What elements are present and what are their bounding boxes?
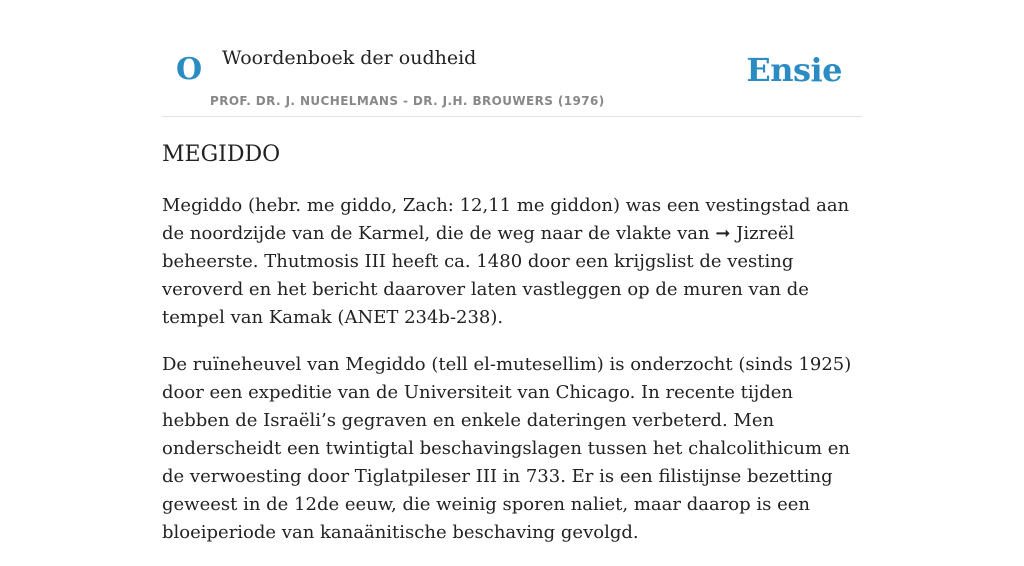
letter-index[interactable]: O: [176, 52, 203, 87]
ensie-logo-link[interactable]: Ensie: [746, 51, 842, 89]
book-authors: PROF. DR. J. NUCHELMANS - DR. J.H. BROUWERS (1976): [210, 94, 605, 108]
paragraph-1-text-end: beheerste. Thutmosis III heeft ca. 1480 door een krijgslist de vesting veroverd en het bericht daarover laten vastleggen op de muren van de tempel van Kamak (ANET 234b-238).: [162, 251, 809, 328]
paragraph-1: [162, 192, 862, 332]
jizreel-link[interactable]: ➞ Jizreël: [715, 223, 795, 244]
paragraph-2: De ruïneheuvel van Megiddo (tell el-mutesellim) is onderzocht (sinds 1925) door een expeditie van de Universiteit van Chicago. In recente tijden hebben de Israëli’s gegraven en enkele dateringen verbeterd. Men onderscheidt een twintigtal beschavingslagen tussen het chalcolithicum en de verwoesting door Tiglatpileser III in 733. Er is een filistijnse bezetting geweest in de 12de eeuw, die weinig sporen naliet, maar daarop is een bloeiperiode van kanaänitische beschaving gevolgd.: [162, 354, 852, 543]
entry-body: [162, 192, 862, 566]
paragraph-1-text-start: Megiddo (hebr. me giddo, Zach: 12,11 me giddon) was een vestingstad aan de noordzijde van de Karmel, die de weg naar de vlakte van: [162, 195, 850, 244]
entry-title: MEGIDDO: [162, 142, 281, 167]
book-header: [162, 0, 862, 117]
book-title-link[interactable]: Woordenboek der oudheid: [222, 47, 477, 69]
